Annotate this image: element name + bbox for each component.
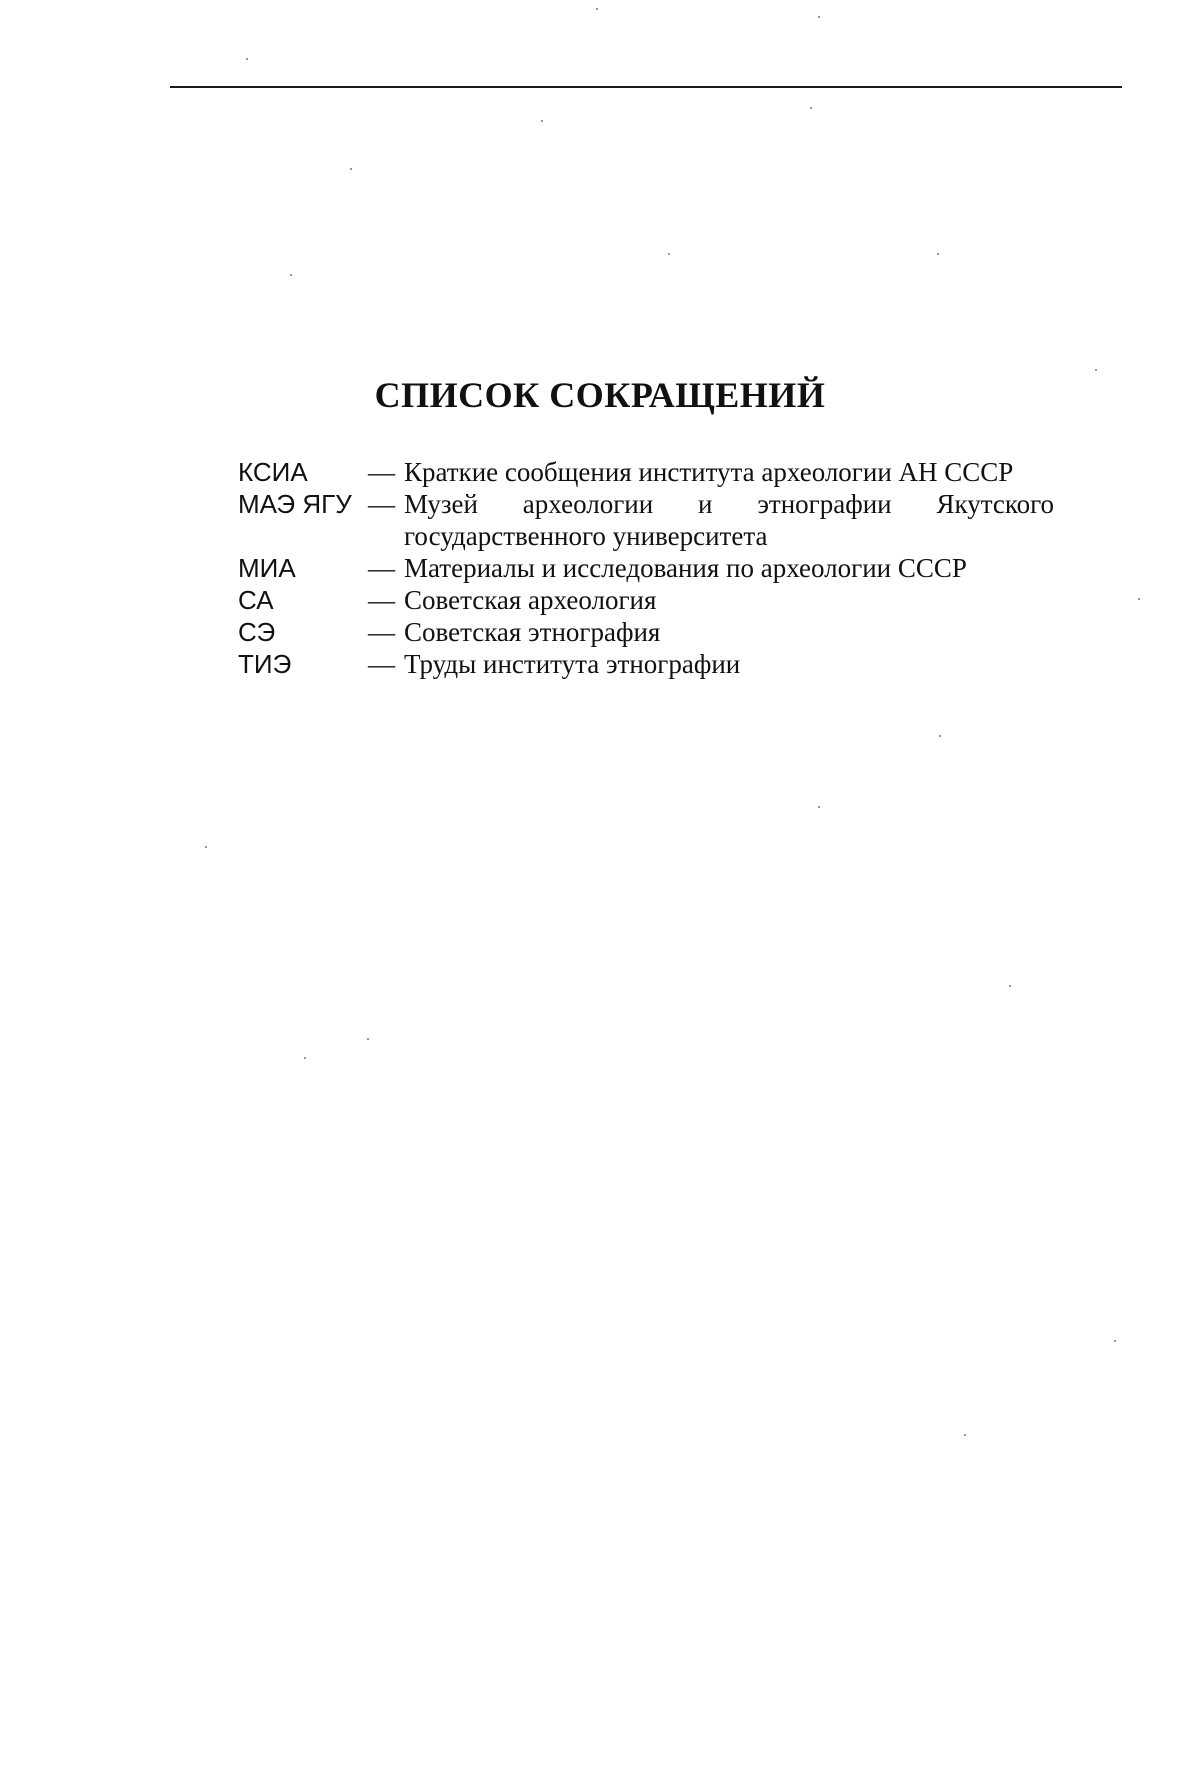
scan-speck (818, 806, 820, 808)
abbreviation-dash: — (368, 457, 395, 487)
abbreviation-row (238, 584, 1058, 616)
abbreviation-list (238, 456, 1058, 680)
abbreviation-dash: — (368, 489, 395, 519)
scan-speck (939, 735, 941, 737)
abbreviation-row (238, 616, 1058, 648)
abbreviation-code: СА (238, 585, 274, 615)
scan-speck (1009, 985, 1011, 987)
abbreviation-dash: — (368, 617, 395, 647)
scan-speck (541, 120, 543, 122)
abbreviation-definition: Советская этнография (404, 617, 661, 647)
abbreviation-definition: Советская археология (404, 585, 657, 615)
abbreviation-row (238, 488, 1058, 552)
abbreviation-dash: — (368, 649, 395, 679)
abbreviation-row (238, 456, 1058, 488)
scan-speck (246, 58, 248, 60)
scan-speck (596, 8, 598, 10)
scan-speck (290, 274, 292, 276)
page-title: СПИСОК СОКРАЩЕНИЙ (374, 375, 826, 415)
scan-speck (367, 1038, 369, 1040)
scan-speck (810, 107, 812, 109)
abbreviation-definition: Краткие сообщения института археологии АН СССР (404, 457, 1014, 487)
scan-speck (205, 846, 207, 848)
scan-speck (1138, 598, 1140, 600)
scan-speck (937, 253, 939, 255)
abbreviation-definition: Труды института этнографии (404, 649, 741, 679)
abbreviation-definition: Материалы и исследования по археологии СССР (404, 553, 967, 583)
scan-speck (350, 168, 352, 170)
abbreviation-code: ТИЭ (238, 649, 292, 679)
scan-speck (668, 253, 670, 255)
abbreviation-code: КСИА (238, 457, 308, 487)
scan-speck (1114, 1340, 1116, 1342)
scan-speck (964, 1434, 966, 1436)
abbreviation-row (238, 552, 1058, 584)
abbreviation-row (238, 648, 1058, 680)
abbreviation-code: МАЭ ЯГУ (238, 489, 352, 519)
abbreviation-code: МИА (238, 553, 296, 583)
header-rule (170, 86, 1122, 88)
scan-speck (818, 16, 820, 18)
abbreviation-dash: — (368, 553, 395, 583)
scan-speck (1095, 369, 1097, 371)
abbreviation-code: СЭ (238, 617, 276, 647)
abbreviation-definition: Музей археологии и этнографии Якутского государственного университета (404, 489, 1054, 551)
scan-speck (304, 1057, 306, 1059)
abbreviation-dash: — (368, 585, 395, 615)
